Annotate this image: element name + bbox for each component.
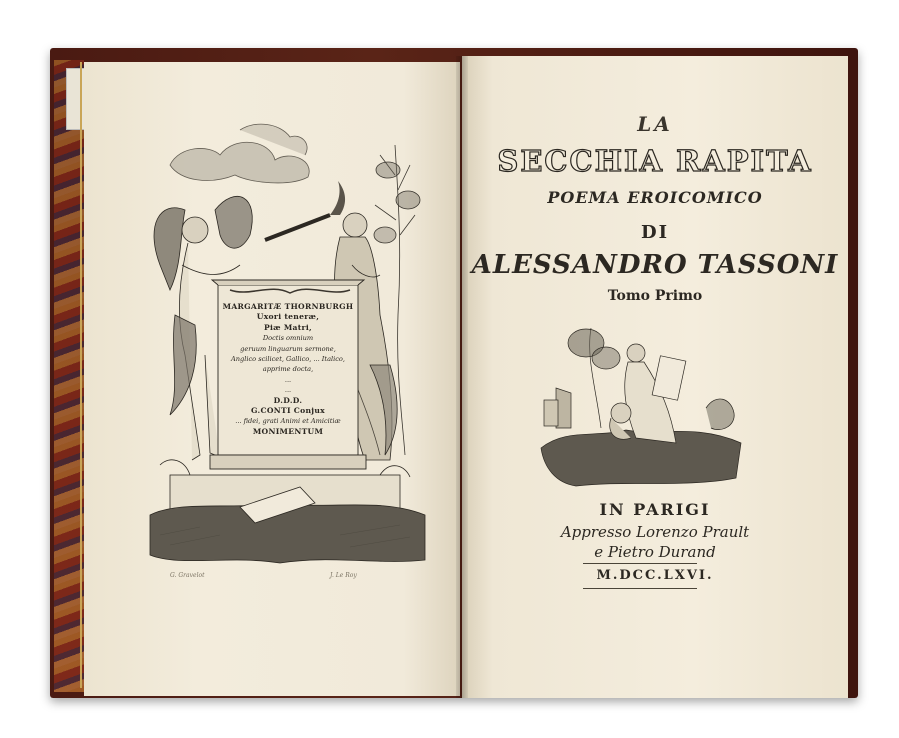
imprint-place: IN PARIGI	[599, 500, 711, 519]
inscription-line: geruum linguarum sermone,	[240, 344, 336, 353]
inscription-line: Anglico scilicet, Gallico, ... Italico,	[231, 355, 345, 364]
inscription-line: ... fidei, grati Animi et Amicitiæ	[235, 417, 341, 426]
title-by: DI	[640, 222, 670, 243]
inscription-line: apprime docta,	[262, 365, 314, 374]
torch-icon	[265, 181, 345, 240]
imprint-rule-top	[583, 563, 697, 564]
imprint-publisher-line2: e Pietro Durand	[594, 543, 716, 561]
inscription-line: Piæ Matri,	[263, 322, 312, 332]
artist-credit-left: G. Gravelot	[170, 572, 205, 579]
vignette-figure-icon	[610, 344, 686, 443]
book-subtitle: POEMA EROICOMICO	[547, 188, 763, 207]
inscription-line: Uxori teneræ,	[256, 312, 320, 322]
bookplate-strip	[66, 68, 86, 130]
inscription-line: ...	[284, 386, 292, 395]
inscription-line: MARGARITÆ THORNBURGH	[222, 302, 354, 311]
artist-credit-right: J. Le Roy	[330, 572, 357, 579]
inscription-line: ...	[284, 375, 292, 384]
inscription-line: MONIMENTUM	[252, 426, 324, 436]
inscription-line: D.D.D.	[273, 395, 303, 405]
monument-inscription	[222, 302, 354, 437]
imprint-rule-bottom	[583, 588, 697, 589]
cloud-icon	[170, 124, 309, 183]
title-article: LA	[637, 112, 673, 136]
imprint-year: M.DCC.LXVI.	[596, 568, 714, 583]
inscription-line: G.CONTI Conjux	[251, 406, 325, 416]
author-name: ALESSANDRO TASSONI	[471, 250, 839, 280]
gilt-border-line	[80, 62, 82, 688]
imprint-publisher-line1: Appresso Lorenzo Prault	[560, 523, 750, 541]
book-gutter	[456, 56, 468, 698]
rock-base-icon	[150, 460, 425, 563]
book-title: SECCHIA RAPITA	[497, 144, 813, 178]
title-vignette-engraving	[536, 318, 746, 490]
volume-label: Tomo Primo	[607, 288, 703, 304]
inscription-line: Doctis omnium	[262, 334, 314, 343]
